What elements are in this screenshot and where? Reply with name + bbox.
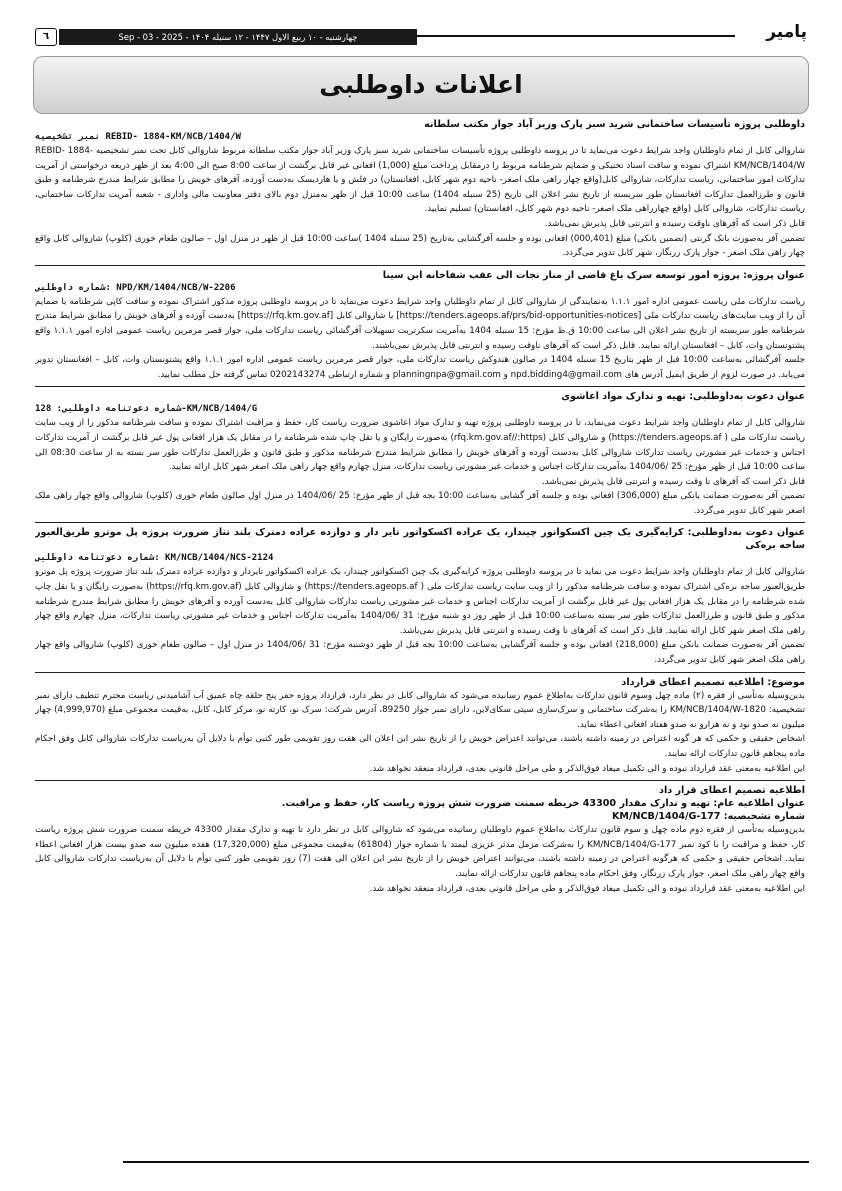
- notice-paragraph: این اطلاعیه به‌معنی عقد قرارداد نبوده و الی تکمیل میعاد فوق‌الذکر و طی مراحل قانونی بعدی، قرارداد منعقد نخواهد شد.: [369, 883, 805, 894]
- notice-paragraph: قابل ذکر است که آفرهای نا وقت رسیده و انترنتی قابل پذیرش نمی‌باشد.: [542, 476, 805, 487]
- notice-paragraph: شاروالی کابل از تمام داوطلبان واجد شرایط دعوت می نماید تا در پروسه داوطلبی پروژه کرایه‌گیری یک چین اکسکواتور چینداز، یک عراده اکسکواتور تایردار و دوازده عراده دمترک بلند تناژ ضرورت پروژه پل موترو طریق‌العبور ساحه بره‌کی اشتراک نموده و سافت شرطنامه مذکور را از ویب سایت ریاست تدارکات ملی ( https://tenders.ageops.af) و شاروالی کابل (https://rfq.km.gov.af) به‌صورت رایگان و یا نقل چاپ شده شرطنامه را در مقابل یک هزار افغانی پول غیر قابل برگشت از آمریت تدارکات اجناس و خدمات غیر مشورتی ریاست تدارکات شاروالی کابل به‌دست آورده و آفرهای خویش را مطابق شرایط مندرج شرطنامه مذکور و طبق قانون و طرزالعمل تدارکات طور سر بسته به‌ساعت 10:00 قبل از ظهر روز دو شنبه مؤرخ: 31 /1404/06 به‌آمریت تدارکات اجناس و خدمات غیر مشورتی ریاست تدارکات، منزل چهارم واقع چهار راهی ملک اصغر شهر کابل ارائه نمایید. قابل ذکر است که آفرهای نا وقت رسیده و انترنتی قابل پذیرش نمی‌باشد.: [35, 567, 805, 636]
- notice-paragraph: اشخاص حقیقی و حکمی که هر گونه اعتراض در زمینه داشته باشند، می‌توانند اعتراض خویش را از تاریخ نشر این اعلان الی هفت روز تقویمی طور کتبی توأم با دلایل آن به‌ریاست تدارکات شاروالی کابل وفق احکام ماده پنجاهم قانون تدارکات ارائه نمایند.: [35, 734, 805, 759]
- notice-title: عنوان پروژه: پروژه امور توسعه سرک باغ قاضی از منار نجات الی عقب شفاخانه ابن سینا: [382, 269, 805, 281]
- notice-title: موضوع: اطلاعیه تصمیم اعطای قرارداد: [621, 676, 805, 688]
- notice-reference: نمبر تشخیصیه REBID- 1884-KM/NCB/1404/W: [35, 132, 241, 142]
- notice-reference: شماره دعوتنامه داوطلبی: KM/NCB/1404/NCS-2124: [35, 553, 274, 564]
- notice-paragraph: این اطلاعیه به‌معنی عقد قرارداد نبوده و الی تکمیل میعاد فوق‌الذکر و طی مراحل قانونی بعدی، قرارداد منعقد نخواهد شد.: [369, 763, 805, 774]
- notice-paragraph: ریاست تدارکات ملی ریاست عمومی اداره امور ۱.۱.۱ به‌نمایندگی از شاروالی کابل از تمام داوطلبان واجد شرایط دعوت می‌نماید تا در پروسه داوطلبی پروژه مذکور اشتراک نموده و سافت کاپی شرطنامه با ضمایم آن را از ویب سایت‌های ریاست تدارکات ملی [https://tenders.ageops.af/prs/bid-opportunities-notices] یا شاروالی کابل [https://rfq.km.gov.af] به‌دست آورده و آفرهای خویش را مطابق شرایط مندرج شرطنامه طور سربسته از تاریخ نشر اعلان الی ساعت 10:00 ق.ظ مؤرخ: 15 سنبله 1404 به‌آمریت سکرتریت تسهیلات آفرگشائی ریاست تدارکات ملی، جوار قصر مرمرین ریاست عمومی اداره امور ۱.۱.۱ واقع پشتونستان وات، کابل – افغانستان ارائه نمایند. قابل ذکر است که آفرهای ناوقت رسیده و انترنتی قابل پذیرش نمی‌باشند.: [35, 296, 805, 351]
- notice-4: [35, 522, 805, 671]
- notice-subject: عنوان اطلاعیه عام: تهیه و تدارک مقدار 43300 خریطه سمنت ضرورت شش پروژه ریاست کار، حفظ و مراقبت.: [281, 798, 805, 810]
- notice-paragraph: تضمین آفر به‌صورت بانک گرنتی (تضمین بانکی) مبلغ (000,401) افغانی بوده و جلسه آفرگشایی به‌تاریخ (25 سنبله 1404 )ساعت 10:00 قبل از ظهر در منزل اول – صالون طعام خوری (کلوپ) شاروالی کابل واقع چهار راهی ملک اصغر - جوار پارک زرنگار، شهر کابل تدویر می‌گردد.: [35, 233, 805, 259]
- section-title: اعلانات داوطلبی: [319, 70, 523, 99]
- notice-reference: شماره داوطلبی: NPD/KM/1404/NCB/W-2206: [35, 282, 236, 293]
- notice-title: عنوان دعوت به‌داوطلبی: تهیه و تدارک مواد اعاشوی: [561, 391, 805, 403]
- notice-1: [35, 118, 805, 265]
- notice-title: عنوان دعوت به‌داوطلبی: کرایه‌گیری یک چین اکسکواتور چینداز، یک عراده اکسکواتور تایر دار و دوازده عراده دمترک بلند تناژ ضرورت پروژه پل موترو طریق‌العبور ساحه بره‌کی: [35, 527, 805, 552]
- header-dateline: چهارشنبه - ۱۰ ربیع الاول ۱۴۴۷ - ۱۲ سنبله ۱۴۰۴ - Sep - 03 - 2025: [59, 29, 417, 45]
- newspaper-page: [33, 20, 809, 1170]
- notice-paragraph: بدین‌وسیله به‌تأسی از فقره (۲) ماده چهل وسوم قانون تدارکات به‌اطلاع عموم رسانیده می‌شود که شاروالی کابل در نظر دارد، قرارداد پروژه حفر پنج حلقه چاه عمیق آب آشامیدنی ریاست محترم تنظیف دارای نمبر تشخیصیه: KM/NCB/1404/W-1820 را به‌شرکت ساختمانی و سرک‌سازی سیتی سکای‌لاین، دارای نمبر جواز 89250، آدرس شرکت: سرک نو، کارته نو، مرکز کابل، کابل، به‌قیمت مجموعی مبلغ (4,999,970) چهار میلیون نه صدو نود و نه هزارو نه صدو هفتاد افغانی اعطاء نماید.: [35, 690, 805, 730]
- page-header: [33, 20, 809, 46]
- newspaper-brand: پامیر: [766, 22, 807, 42]
- notice-paragraph: تضمین آفر به‌صورت ضمانت بانکی مبلغ (218,000) افغانی بوده و جلسه آفرگشایی به‌ساعت 10:00 بجه قبل از ظهر دوشنبه مؤرخ: 31 /1404/06 در منزل اول – صالون طعام خوری (کلوپ) شاروالی واقع چهار راهی ملک اصغر شهر کابل تدویر می‌گردد.: [35, 640, 805, 666]
- footer-rule: [123, 1161, 809, 1163]
- notice-paragraph: تضمین آفر به‌صورت ضمانت بانکی مبلغ (306,000) افغانی بوده و جلسه آفر گشایی به‌ساعت 10:00 بجه قبل از ظهر مؤرخ: 25 /1404/06 در منزل اول صالون طعام خوری (کلوپ) شاروالی واقع چهار راهی ملک اصغر شهر کابل تدویر می‌گردد.: [35, 491, 805, 516]
- notice-reference: شماره تشخیصیه: KM/NCB/1404/G-177: [611, 811, 805, 823]
- notice-title: اطلاعیه تصمیم اعطای قرار داد: [659, 785, 805, 797]
- notice-3: [35, 386, 805, 522]
- notices-column: [35, 118, 805, 1148]
- notice-5: [35, 672, 805, 781]
- notice-paragraph: جلسه آفرگشائی به‌ساعت 10:00 قبل از ظهر بتاریخ 15 سنبله 1404 در صالون هندوکش ریاست تدارکات ملی، جوار قصر مرمرین ریاست عمومی اداره امور ۱.۱.۱ واقع پشتونستان وات، کابل – افغانستان تدویر می‌یابد. در صورت لزوم از طریق ایمیل آدرس های npd.bidding4@gmail.com و planningnpa@gmail.com و شماره ارتباطی 0202143274 تماس گرفته حل مطلب نمایید.: [35, 355, 805, 380]
- notice-title: داوطلبی پروژه تأسیسات ساختمانی شرید سبز پارک وزیر آباد جوار مکتب سلطانه: [424, 119, 805, 130]
- notice-reference: شماره دعوتنامه داوطلبی: 128-KM/NCB/1404/G: [35, 404, 258, 415]
- page-footer: [33, 1152, 809, 1170]
- notice-paragraph: قابل ذکر است که آفرهای ناوقت رسیده و انترنتی قابل پذیرش نمی‌باشد.: [544, 218, 805, 229]
- notice-paragraph: بدین‌وسیله به‌تأسی از فقره دوم ماده چهل و سوم قانون تدارکات به‌اطلاع عموم داوطلبان رسانیده می‌شود که شاروالی کابل در نظر دارد تا تهیه و تدارک مقدار 43300 خریطه سمنت ضرورت شش پروژه ریاست کار، حفظ و مراقبت را با کود نمبر KM/NCB/1404/G-177 را به‌شرکت مزمل مدثر عزیزی لیمتد با شماره جواز (61804) به‌قیمت مجموعی مبلغ (17,320,000) هفده میلیون سه صدو بیست هزار افغانی اعطاء نماید. اشخاص حقیقی و حکمی که هرگونه اعتراض در زمینه داشته باشند، می‌توانند اعتراض خویش را از تاریخ نشر این اعلان الی هفت (7) روز تقویمی طور کتبی توأم با دلایل آن به‌ریاست تدارکات شاروالی کابل واقع چهار راهی ملک اصغر، جوار پارک زرنگار، وفق احکام ماده پنجاهم قانون تدارکات ارائه نمایند.: [35, 825, 805, 879]
- notice-paragraph: شاروالی کابل از تمام داوطلبان واجد شرایط دعوت می‌نماید، تا در پروسه داوطلبی پروژه تهیه و تدارک مواد اعاشوی ضرورت ریاست کار، حفظ و مراقبت اشتراک نموده و سافت شرطنامه مذکور را از ویب سایت ریاست تدارکات ملی ( https://tenders.ageops.af) و شاروالی کابل (rfq.km.gov.af//:https) به‌صورت رایگان و یا نقل چاپ شده شرطنامه را در مقابل یک هزار افغانی پول غیر قابل برگشت از آمریت تدارکات اجناس و خدمات غیر مشورتی ریاست تدارکات شاروالی کابل به‌دست آورده و آفرهای خویش را مطابق شرایط مندرج شرطنامه مذکور و طبق قانون و طرزالعمل تدارکات طور سر بسته به از ساعت 08:30 الی ساعت 10:00 قبل از ظهر مؤرخ: 25 /1404/06 به‌آمریت تدارکات اجناس و خدمات غیر مشورتی ریاست تدارکات، منزل چهارم واقع چهار راهی ملک اصغر شهر کابل ارائه نمایید.: [35, 418, 805, 473]
- notice-2: [35, 265, 805, 387]
- notice-paragraph: شاروالی کابل از تمام داوطلبان واجد شرایط دعوت می‌نماید تا در پروسه داوطلبی پروژه تأسیسات ساختمانی شرید سبز پارک وزیر آباد جوار مکتب سلطانه مربوط شاروالی کابل تحت نمبر تشخیصیه REBID- 1884-KM/NCB/1404/W اشتراک نموده و سافت اسناد تخنیکی و ضمایم شرطنامه مربوط را درمقابل پرداخت مبلغ (1,000) افغانی غیر قابل برگشت از ساعت 8:00 صبح الی 4:00 بعد از ظهر ذریعه درخواستی از آمریت تدارکات امور ساختمانی، ریاست تدارکات، شاروالی کابل(واقع چهار راهی ملک اصغر- ناحیه دوم شهر کابل، افغانستان) در فلش و یا هاردیسک به‌دست آورده، آفرهای خویش را مطابق شرایط مندرج شرطنامه و طبق قانون و طرزالعمل تدارکات افغانستان طور سربسته از تاریخ نشر اعلان الی تاریخ (25 سنبله 1404) ساعت 10:00 قبل از ظهر به‌منزل دوم بالای دفتر معاونیت مالی واداری - شعبه آمریت تدارکات ساختمانی، ریاست تدارکات، شاروالی کابل (واقع چهارراهی ملک اصغر- ناحیه دوم شهر کابل، افغانستان) تسلیم نمایید.: [35, 146, 805, 215]
- section-banner: [33, 56, 809, 114]
- notice-6: [35, 780, 805, 900]
- page-number: ٦: [35, 28, 57, 46]
